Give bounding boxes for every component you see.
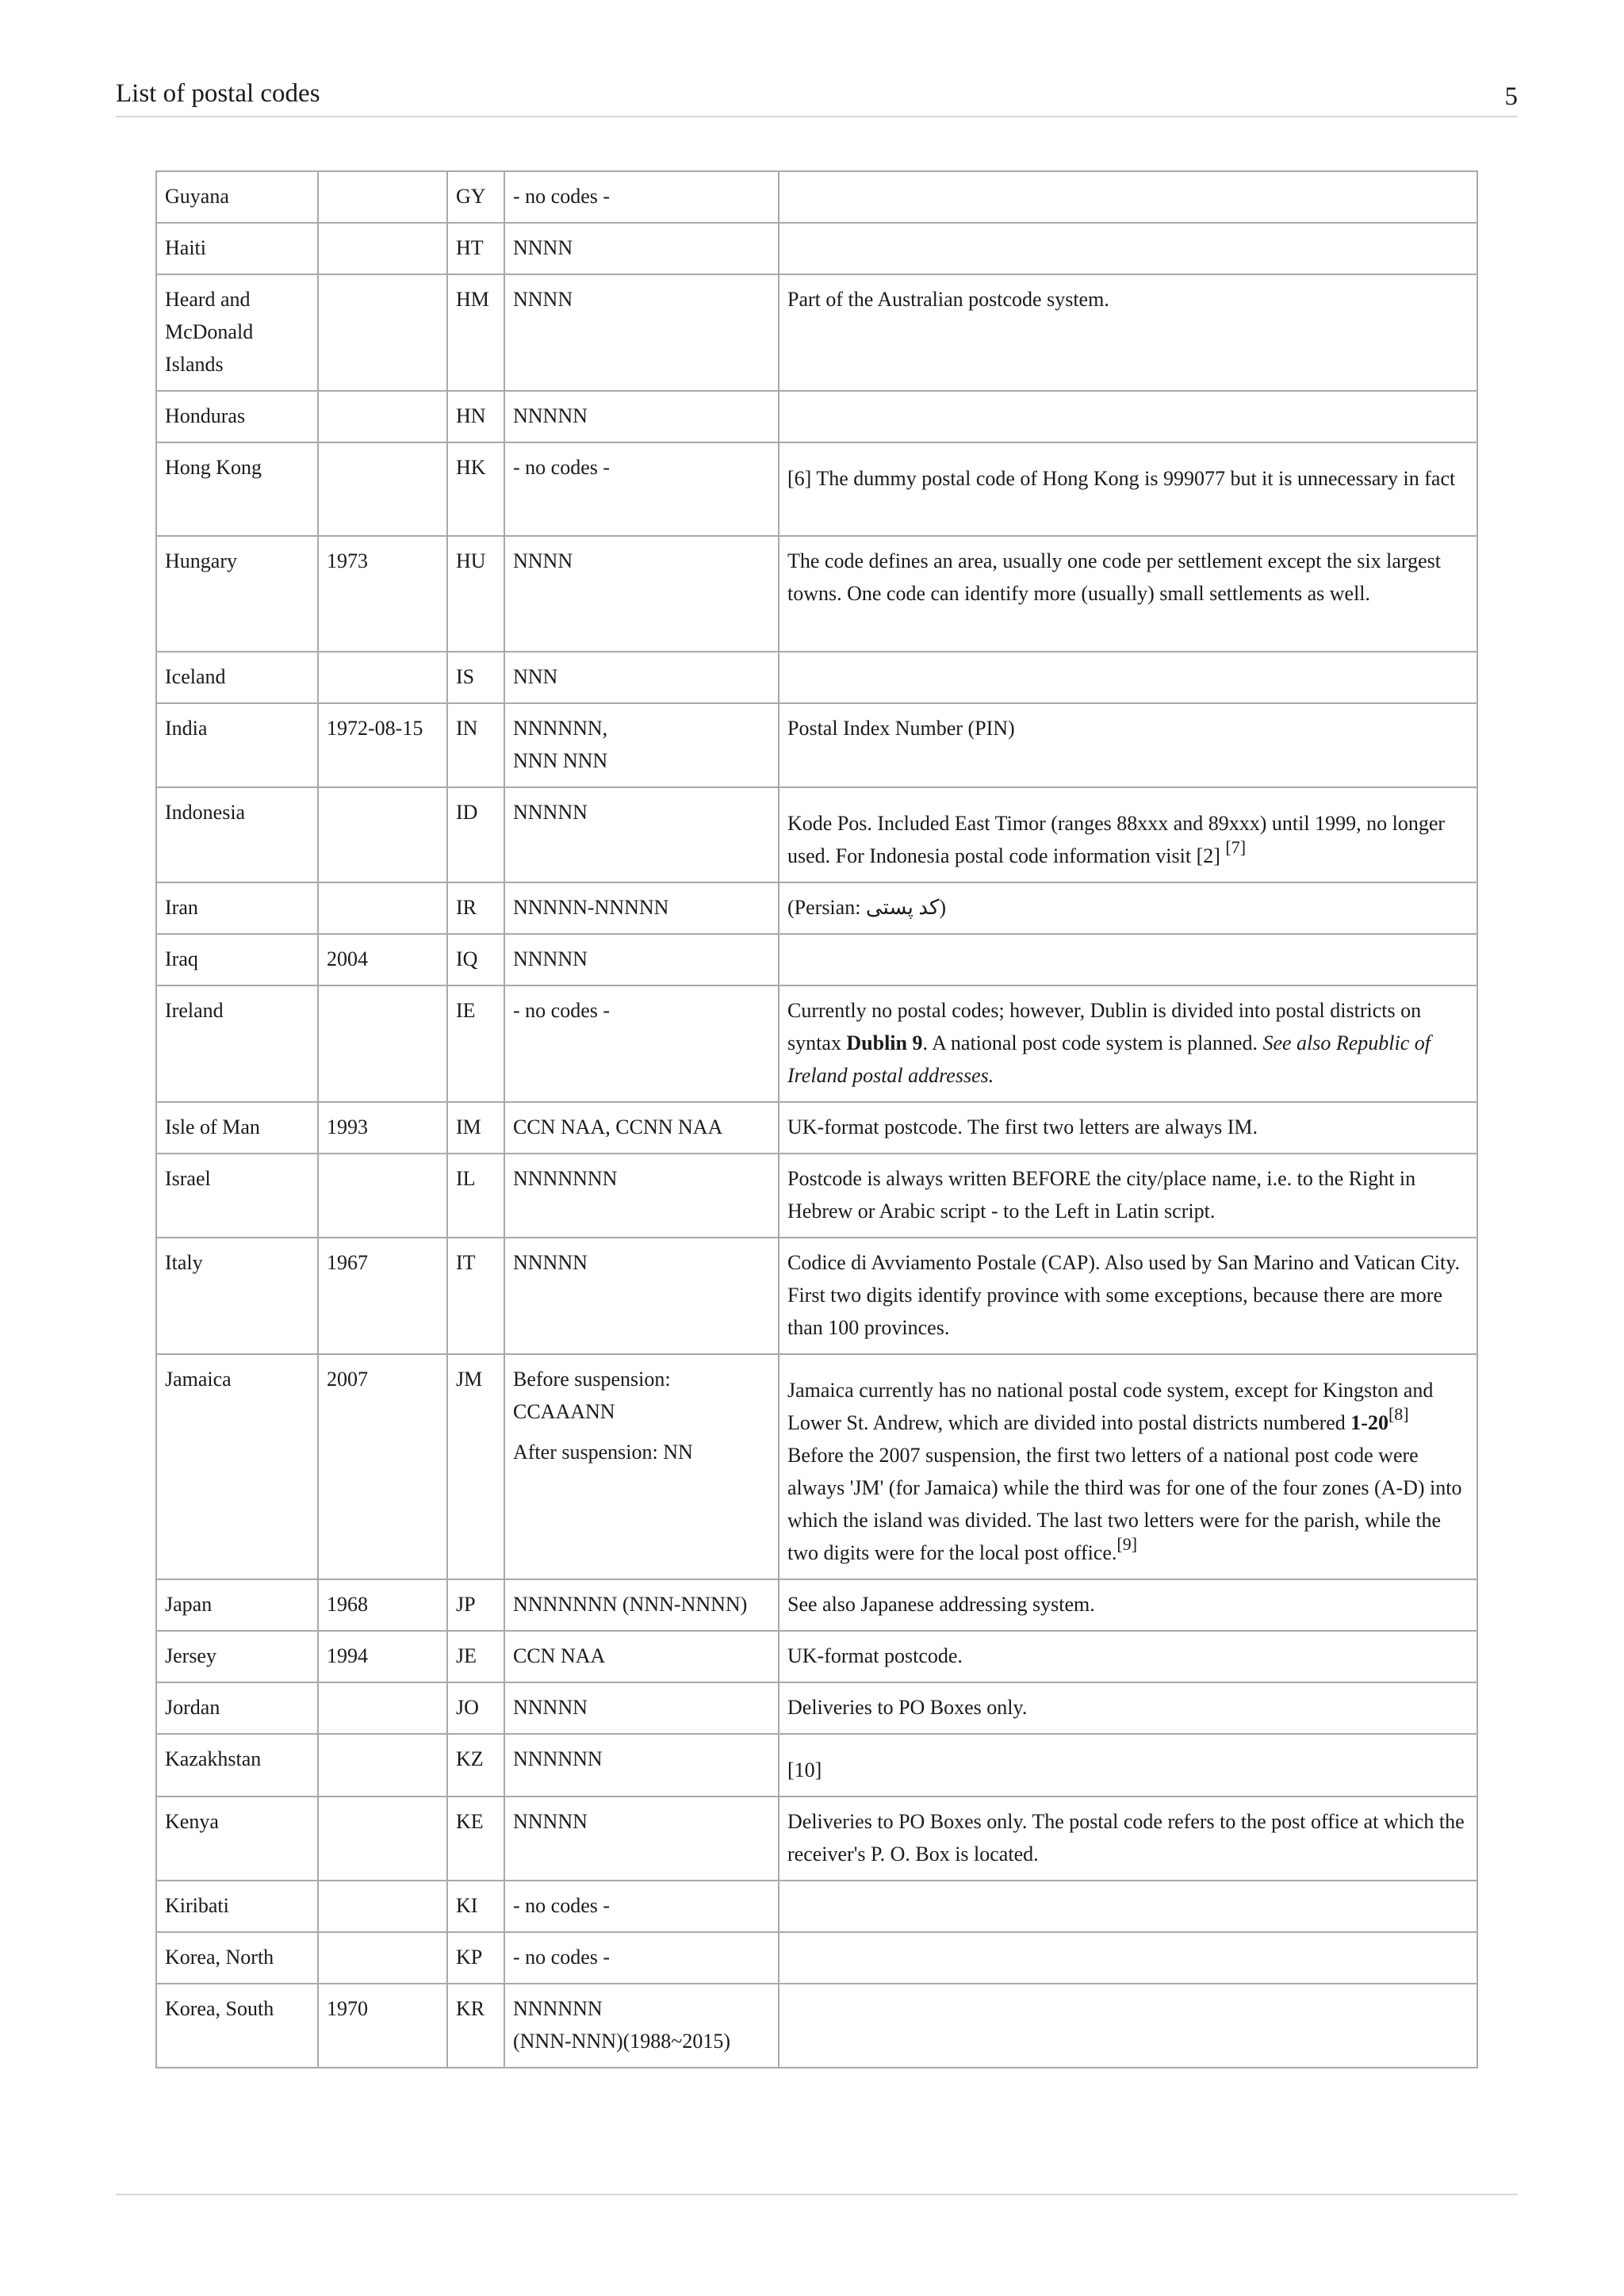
country-cell: Guyana [156,171,318,223]
table-row [156,703,1477,787]
format-line: NNNNNN, [513,717,608,740]
format-line: NNNNN [513,1810,588,1833]
iso-cell: HM [447,274,504,391]
date-cell [318,1881,447,1932]
notes-cell: Postcode is always written BEFORE the city/place name, i.e. to the Right in Hebrew or Arabic script - to the Left in Latin script. [779,1154,1477,1238]
format-line: - no codes - [513,999,611,1022]
page-title: List of postal codes [116,79,320,108]
table-row [156,1631,1477,1682]
format-line: CCN NAA, CCNN NAA [513,1115,723,1138]
notes-cell [779,934,1477,985]
notes-cell [779,223,1477,274]
table-row [156,442,1477,536]
notes-text: Kode Pos. Included East Timor (ranges 88xxx and 89xxx) until 1999, no longer used. For Indonesia postal code information visit [2] [787,812,1446,867]
format-cell [504,652,779,703]
notes-cell [779,1932,1477,1984]
table-row [156,787,1477,882]
date-cell [318,442,447,536]
country-cell: Italy [156,1238,318,1354]
table-row [156,882,1477,934]
table-row [156,1102,1477,1154]
notes-text: . A national post code system is planned. [922,1031,1263,1054]
country-cell: Jersey [156,1631,318,1682]
format-line: After suspension: NN [513,1441,693,1464]
table-row [156,1797,1477,1881]
notes-cell: The code defines an area, usually one code per settlement except the six largest towns. One code can identify more (usually) small settlements as well. [779,536,1477,652]
date-cell [318,787,447,882]
format-cell [504,1154,779,1238]
iso-cell: JO [447,1682,504,1734]
format-cell [504,1102,779,1154]
date-cell [318,391,447,442]
notes-cell [779,985,1477,1102]
table-row [156,1579,1477,1631]
iso-cell: IS [447,652,504,703]
iso-cell: HT [447,223,504,274]
iso-cell: IR [447,882,504,934]
date-cell [318,652,447,703]
citation: [9] [1116,1534,1138,1554]
table-row [156,391,1477,442]
iso-cell: KZ [447,1734,504,1797]
format-cell [504,442,779,536]
iso-cell: KI [447,1881,504,1932]
table-row [156,223,1477,274]
notes-cell: (Persian: کد پستی) [779,882,1477,934]
footer-divider [116,2194,1518,2195]
country-cell: Iraq [156,934,318,985]
iso-cell: IL [447,1154,504,1238]
notes-cell: Part of the Australian postcode system. [779,274,1477,391]
notes-cell: See also Japanese addressing system. [779,1579,1477,1631]
country-cell: Korea, North [156,1932,318,1984]
format-cell [504,1984,779,2068]
format-cell [504,1354,779,1579]
date-cell: 1993 [318,1102,447,1154]
date-cell: 1973 [318,536,447,652]
iso-cell: HU [447,536,504,652]
country-cell: Ireland [156,985,318,1102]
country-cell: Kazakhstan [156,1734,318,1797]
country-cell: Iran [156,882,318,934]
iso-cell: IE [447,985,504,1102]
notes-cell: Deliveries to PO Boxes only. The postal code refers to the post office at which the receiver's P. O. Box is located. [779,1797,1477,1881]
iso-cell: JP [447,1579,504,1631]
iso-cell: HN [447,391,504,442]
country-cell: Japan [156,1579,318,1631]
table-row [156,1354,1477,1579]
country-cell: Kenya [156,1797,318,1881]
date-cell: 1968 [318,1579,447,1631]
format-cell [504,171,779,223]
date-cell: 2004 [318,934,447,985]
citation: [8] [1388,1404,1409,1424]
notes-cell [779,1354,1477,1579]
country-cell: Hong Kong [156,442,318,536]
country-cell: Honduras [156,391,318,442]
notes-cell [779,1984,1477,2068]
country-cell: Korea, South [156,1984,318,2068]
country-cell: Jordan [156,1682,318,1734]
format-cell [504,703,779,787]
format-cell [504,274,779,391]
country-cell: Hungary [156,536,318,652]
format-line: NNNNNN [513,1747,603,1770]
notes-text: Jamaica currently has no national postal code system, except for Kingston and Lower St. Andrew, which are divided into postal districts numbered [787,1379,1434,1434]
format-cell [504,1682,779,1734]
iso-cell: HK [447,442,504,536]
table-row [156,536,1477,652]
notes-text: Currently no postal codes; however, Dublin is divided into postal districts on syntax [787,999,1422,1054]
country-cell: Israel [156,1154,318,1238]
format-line: NNNN [513,236,573,259]
format-line: NNNNN [513,1696,588,1719]
notes-text: Before the 2007 suspension, the first two letters of a national post code were always 'JM' (for Jamaica) while the third was for one of the four zones (A-D) into which the island was divided. The last two letters were for the parish, while the two digits were for the local post office. [787,1444,1462,1564]
date-cell [318,1154,447,1238]
format-line: - no codes - [513,185,611,208]
format-line: NNNN [513,288,573,311]
iso-cell: IT [447,1238,504,1354]
iso-cell: JE [447,1631,504,1682]
notes-cell: UK-format postcode. The first two letters are always IM. [779,1102,1477,1154]
format-line: - no codes - [513,456,611,479]
format-line: NNNNNNN [513,1167,618,1190]
citation: [7] [1225,837,1247,857]
country-cell: Indonesia [156,787,318,882]
iso-cell: ID [447,787,504,882]
format-line: - no codes - [513,1894,611,1917]
notes-cell [779,171,1477,223]
notes-cell [779,391,1477,442]
format-cell [504,223,779,274]
date-cell [318,882,447,934]
notes-cell: Codice di Avviamento Postale (CAP). Also used by San Marino and Vatican City. First two digits identify province with some exceptions, because there are more than 100 provinces. [779,1238,1477,1354]
table-row [156,274,1477,391]
page-header [116,76,1518,117]
country-cell: Jamaica [156,1354,318,1579]
format-line: NNN NNN [513,749,608,772]
format-cell [504,787,779,882]
notes-cell: [10] [779,1734,1477,1797]
table-row [156,985,1477,1102]
country-cell: Kiribati [156,1881,318,1932]
notes-italic: See also Republic of Ireland postal addresses. [787,1031,1431,1087]
table-row [156,1154,1477,1238]
table-row [156,1682,1477,1734]
notes-cell: Postal Index Number (PIN) [779,703,1477,787]
format-line: CCN NAA [513,1644,606,1667]
notes-cell: Deliveries to PO Boxes only. [779,1682,1477,1734]
format-cell [504,1238,779,1354]
country-cell: India [156,703,318,787]
format-cell [504,882,779,934]
date-cell [318,985,447,1102]
format-cell [504,391,779,442]
format-line: NNN [513,665,558,688]
table-row [156,1881,1477,1932]
iso-cell: IM [447,1102,504,1154]
format-line: NNNNN [513,801,588,824]
format-cell [504,934,779,985]
format-line: Before suspension: CCAAANN [513,1368,671,1423]
format-cell [504,1631,779,1682]
notes-cell [779,652,1477,703]
iso-cell: IN [447,703,504,787]
country-cell: Heard and McDonald Islands [156,274,318,391]
format-line: NNNNN [513,404,588,427]
date-cell [318,1734,447,1797]
format-cell [504,1797,779,1881]
iso-cell: KE [447,1797,504,1881]
postal-codes-table [155,170,1478,2068]
format-line: NNNNN-NNNNN [513,896,669,919]
table-row [156,934,1477,985]
iso-cell: KP [447,1932,504,1984]
date-cell [318,223,447,274]
notes-cell [779,1881,1477,1932]
notes-bold: Dublin 9 [846,1031,923,1054]
date-cell: 2007 [318,1354,447,1579]
iso-cell: IQ [447,934,504,985]
date-cell [318,1797,447,1881]
table-row [156,1734,1477,1797]
table-row [156,1984,1477,2068]
notes-cell [779,787,1477,882]
format-cell [504,1734,779,1797]
country-cell: Haiti [156,223,318,274]
iso-cell: GY [447,171,504,223]
format-line: (NNN-NNN)(1988~2015) [513,2030,731,2053]
table-row [156,1932,1477,1984]
format-cell [504,1579,779,1631]
format-line: NNNNNN [513,1997,603,2020]
date-cell [318,1932,447,1984]
date-cell: 1994 [318,1631,447,1682]
format-line: - no codes - [513,1946,611,1969]
format-cell [504,1932,779,1984]
country-cell: Isle of Man [156,1102,318,1154]
table-row [156,171,1477,223]
format-line: NNNN [513,549,573,572]
page-number: 5 [1504,82,1518,111]
table-row [156,652,1477,703]
date-cell: 1970 [318,1984,447,2068]
date-cell: 1972-08-15 [318,703,447,787]
table-row [156,1238,1477,1354]
date-cell [318,1682,447,1734]
country-cell: Iceland [156,652,318,703]
notes-cell: [6] The dummy postal code of Hong Kong is 999077 but it is unnecessary in fact [779,442,1477,536]
format-line: NNNNN [513,947,588,970]
format-line: NNNNNNN (NNN-NNNN) [513,1593,748,1616]
notes-cell: UK-format postcode. [779,1631,1477,1682]
format-cell [504,1881,779,1932]
format-cell [504,536,779,652]
notes-bold: 1-20 [1350,1411,1388,1434]
iso-cell: KR [447,1984,504,2068]
date-cell [318,171,447,223]
iso-cell: JM [447,1354,504,1579]
format-cell [504,985,779,1102]
date-cell: 1967 [318,1238,447,1354]
format-line: NNNNN [513,1251,588,1274]
date-cell [318,274,447,391]
